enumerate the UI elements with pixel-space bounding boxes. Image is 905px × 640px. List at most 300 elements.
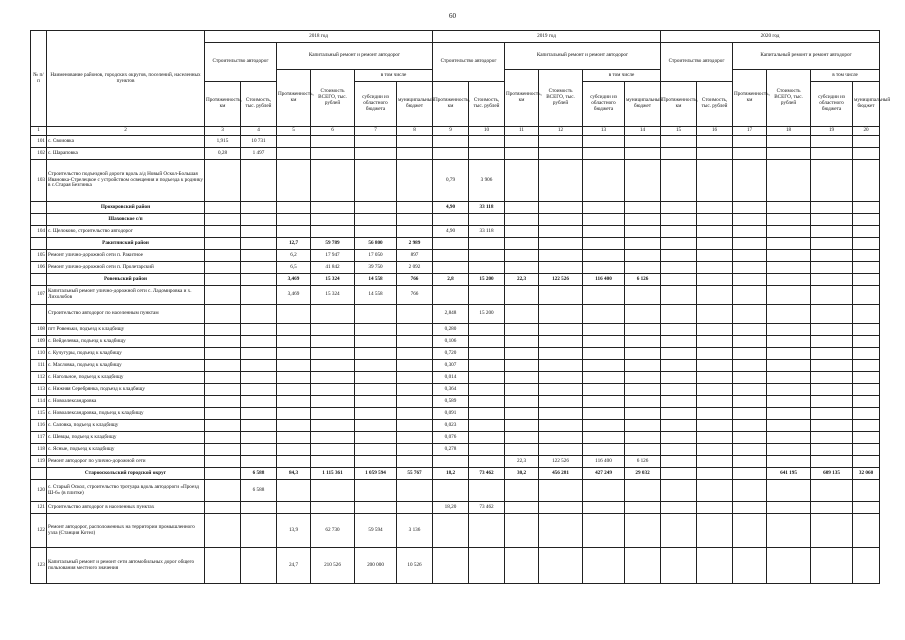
value-cell <box>625 305 661 324</box>
value-cell <box>311 202 355 214</box>
value-cell <box>697 160 733 202</box>
value-cell <box>625 348 661 360</box>
column-number-cell: 2 <box>47 127 205 136</box>
row-name-cell: Строительство подъездной дороги вдоль а/д Новый Оскол-Большая Ивановка-Стрелецкое с устройством освещения и подъезда к роднику в с.Старая Безгинка <box>47 160 205 202</box>
value-cell <box>733 226 767 238</box>
header-incl-2019: в том числе <box>583 70 661 82</box>
row-number-cell: 120 <box>31 480 47 502</box>
value-cell <box>311 432 355 444</box>
row-number-cell: 102 <box>31 148 47 160</box>
value-cell <box>539 214 583 226</box>
row-name-cell: с. Вейделевка, подъезд к кладбищу <box>47 336 205 348</box>
value-cell <box>505 348 539 360</box>
value-cell <box>241 336 277 348</box>
value-cell <box>355 305 397 324</box>
value-cell <box>397 372 433 384</box>
row-name-cell: с. Шевцы, подъезд к кладбищу <box>47 432 205 444</box>
value-cell <box>311 324 355 336</box>
value-cell <box>697 408 733 420</box>
value-cell <box>433 148 469 160</box>
row-number-cell: 123 <box>31 548 47 584</box>
value-cell <box>241 262 277 274</box>
value-cell <box>311 384 355 396</box>
value-cell <box>397 432 433 444</box>
value-cell <box>539 226 583 238</box>
column-number-cell: 18 <box>767 127 811 136</box>
value-cell <box>505 480 539 502</box>
value-cell: 6,2 <box>277 250 311 262</box>
value-cell <box>625 250 661 262</box>
value-cell <box>733 148 767 160</box>
value-cell <box>661 514 697 548</box>
value-cell <box>853 396 880 408</box>
value-cell <box>355 432 397 444</box>
value-cell <box>355 214 397 226</box>
value-cell <box>355 148 397 160</box>
value-cell: 6 126 <box>625 456 661 468</box>
value-cell <box>355 324 397 336</box>
value-cell <box>539 420 583 432</box>
value-cell: 0,076 <box>433 432 469 444</box>
value-cell: 0,589 <box>433 396 469 408</box>
value-cell <box>397 348 433 360</box>
value-cell <box>811 432 853 444</box>
value-cell: 15 324 <box>311 274 355 286</box>
row-name-cell: Ремонт улично-дорожной сети п. Пролетарский <box>47 262 205 274</box>
value-cell <box>733 305 767 324</box>
value-cell <box>733 286 767 305</box>
value-cell: 116 400 <box>583 456 625 468</box>
value-cell <box>469 214 505 226</box>
value-cell: 0,364 <box>433 384 469 396</box>
value-cell <box>469 384 505 396</box>
row-number-cell: 110 <box>31 348 47 360</box>
value-cell <box>767 324 811 336</box>
value-cell <box>625 214 661 226</box>
value-cell <box>661 160 697 202</box>
value-cell <box>767 432 811 444</box>
value-cell <box>355 136 397 148</box>
value-cell <box>811 305 853 324</box>
value-cell <box>397 324 433 336</box>
value-cell <box>539 348 583 360</box>
value-cell <box>241 324 277 336</box>
value-cell <box>697 214 733 226</box>
value-cell <box>625 336 661 348</box>
section-row <box>31 214 880 226</box>
row-name-cell: с. Шараповка <box>47 148 205 160</box>
header-municipal-2020: муниципальный бюджет <box>853 82 880 127</box>
value-cell <box>397 384 433 396</box>
value-cell <box>697 432 733 444</box>
value-cell <box>583 502 625 514</box>
value-cell <box>625 262 661 274</box>
value-cell <box>539 136 583 148</box>
value-cell <box>733 372 767 384</box>
value-cell <box>767 238 811 250</box>
value-cell <box>853 226 880 238</box>
value-cell <box>205 468 241 480</box>
table-row <box>31 250 880 262</box>
value-cell <box>811 456 853 468</box>
value-cell: 17 947 <box>311 250 355 262</box>
value-cell <box>853 420 880 432</box>
value-cell <box>505 396 539 408</box>
value-cell <box>811 336 853 348</box>
value-cell <box>311 372 355 384</box>
value-cell <box>625 514 661 548</box>
value-cell <box>853 274 880 286</box>
value-cell <box>205 238 241 250</box>
road-program-table <box>30 30 891 584</box>
value-cell <box>355 444 397 456</box>
table-row <box>31 432 880 444</box>
row-number-cell: 116 <box>31 420 47 432</box>
value-cell <box>625 136 661 148</box>
value-cell <box>661 250 697 262</box>
value-cell <box>397 444 433 456</box>
value-cell <box>241 274 277 286</box>
value-cell <box>277 214 311 226</box>
value-cell <box>697 456 733 468</box>
value-cell <box>311 336 355 348</box>
value-cell <box>205 336 241 348</box>
value-cell <box>733 202 767 214</box>
header-year-2019: 2019 год <box>433 31 661 43</box>
value-cell <box>733 432 767 444</box>
value-cell <box>311 444 355 456</box>
row-name-cell: с. Щелоково, строительство автодорог <box>47 226 205 238</box>
value-cell: 59 789 <box>311 238 355 250</box>
value-cell <box>355 420 397 432</box>
header-incl-2020: в том числе <box>811 70 880 82</box>
value-cell <box>733 136 767 148</box>
value-cell: 33 118 <box>469 202 505 214</box>
value-cell <box>355 202 397 214</box>
value-cell <box>397 456 433 468</box>
value-cell <box>661 456 697 468</box>
header-construction-2020: Строительство автодорог <box>661 43 733 82</box>
value-cell <box>767 226 811 238</box>
value-cell <box>697 262 733 274</box>
table-row <box>31 360 880 372</box>
row-name-cell: с. Новоалександровка, подъезд к кладбищу <box>47 408 205 420</box>
value-cell <box>433 136 469 148</box>
value-cell <box>539 408 583 420</box>
value-cell <box>697 238 733 250</box>
value-cell <box>853 336 880 348</box>
value-cell: 1,915 <box>205 136 241 148</box>
value-cell: 39 750 <box>355 262 397 274</box>
value-cell <box>583 148 625 160</box>
value-cell <box>241 502 277 514</box>
value-cell <box>697 468 733 480</box>
column-number-cell: 4 <box>241 127 277 136</box>
header-build-length-2018: Протяженность, км <box>205 82 241 127</box>
value-cell <box>661 408 697 420</box>
value-cell: 3 136 <box>397 514 433 548</box>
value-cell <box>241 160 277 202</box>
column-number-cell: 9 <box>433 127 469 136</box>
header-cap-length-2020: Протяженность, км <box>733 70 767 127</box>
column-number-cell: 10 <box>469 127 505 136</box>
value-cell <box>505 420 539 432</box>
value-cell <box>853 160 880 202</box>
value-cell <box>853 384 880 396</box>
value-cell <box>505 250 539 262</box>
value-cell <box>625 148 661 160</box>
table-row <box>31 136 880 148</box>
value-cell: 17 050 <box>355 250 397 262</box>
value-cell <box>583 432 625 444</box>
value-cell <box>697 250 733 262</box>
value-cell <box>277 408 311 420</box>
value-cell <box>733 456 767 468</box>
value-cell <box>697 274 733 286</box>
section-row <box>31 468 880 480</box>
value-cell <box>811 480 853 502</box>
value-cell <box>433 238 469 250</box>
value-cell <box>733 514 767 548</box>
value-cell <box>277 502 311 514</box>
value-cell <box>767 396 811 408</box>
column-number-cell: 14 <box>625 127 661 136</box>
value-cell <box>355 160 397 202</box>
header-cap-cost-2020: Стоимость ВСЕГО, тыс. рублей <box>767 70 811 127</box>
value-cell <box>205 214 241 226</box>
column-number-cell: 5 <box>277 127 311 136</box>
row-name-cell: Старооскольский городской округ <box>47 468 205 480</box>
value-cell <box>625 286 661 305</box>
value-cell <box>469 324 505 336</box>
value-cell <box>697 148 733 160</box>
row-number-cell <box>31 274 47 286</box>
section-row <box>31 274 880 286</box>
value-cell <box>355 372 397 384</box>
value-cell <box>625 408 661 420</box>
value-cell: 32 060 <box>853 468 880 480</box>
row-name-cell: Ракитянский район <box>47 238 205 250</box>
value-cell: 62 730 <box>311 514 355 548</box>
row-number-cell: 107 <box>31 286 47 305</box>
value-cell: 18,20 <box>433 502 469 514</box>
value-cell: 55 767 <box>397 468 433 480</box>
row-name-cell: Ремонт улично-дорожной сети п. Ракитное <box>47 250 205 262</box>
value-cell: 6 126 <box>625 274 661 286</box>
value-cell <box>853 238 880 250</box>
value-cell <box>205 360 241 372</box>
row-number-cell: 111 <box>31 360 47 372</box>
row-name-cell: с. Нагольное, подъезд к кладбищу <box>47 372 205 384</box>
row-number-cell: 101 <box>31 136 47 148</box>
column-number-cell: 19 <box>811 127 853 136</box>
value-cell <box>241 238 277 250</box>
row-name-cell: с. Саловка, подъезд к кладбищу <box>47 420 205 432</box>
table-row <box>31 514 880 548</box>
value-cell <box>767 148 811 160</box>
value-cell <box>505 408 539 420</box>
value-cell <box>241 360 277 372</box>
value-cell <box>853 305 880 324</box>
value-cell <box>853 324 880 336</box>
value-cell <box>505 502 539 514</box>
value-cell <box>539 514 583 548</box>
value-cell <box>505 214 539 226</box>
value-cell <box>205 202 241 214</box>
value-cell <box>469 136 505 148</box>
header-cap-length-2019: Протяженность, км <box>505 70 539 127</box>
value-cell <box>697 305 733 324</box>
value-cell <box>397 305 433 324</box>
value-cell <box>661 360 697 372</box>
row-number-cell <box>31 214 47 226</box>
value-cell <box>733 408 767 420</box>
value-cell: 59 594 <box>355 514 397 548</box>
value-cell <box>469 262 505 274</box>
value-cell <box>697 336 733 348</box>
value-cell <box>853 360 880 372</box>
value-cell <box>811 136 853 148</box>
value-cell <box>539 360 583 372</box>
value-cell <box>583 480 625 502</box>
value-cell <box>433 514 469 548</box>
column-number-cell: 20 <box>853 127 880 136</box>
value-cell <box>205 226 241 238</box>
value-cell <box>505 160 539 202</box>
value-cell <box>241 226 277 238</box>
header-subsidy-2018: субсидии из областного бюджета <box>355 82 397 127</box>
value-cell <box>811 396 853 408</box>
value-cell <box>539 372 583 384</box>
column-number-cell: 6 <box>311 127 355 136</box>
value-cell: 12,7 <box>277 238 311 250</box>
value-cell <box>697 286 733 305</box>
value-cell <box>397 148 433 160</box>
value-cell <box>539 502 583 514</box>
value-cell <box>625 160 661 202</box>
value-cell <box>433 262 469 274</box>
value-cell <box>311 305 355 324</box>
value-cell <box>205 444 241 456</box>
table-row <box>31 456 880 468</box>
table-row <box>31 160 880 202</box>
value-cell <box>311 480 355 502</box>
value-cell <box>505 336 539 348</box>
value-cell <box>539 262 583 274</box>
value-cell <box>277 226 311 238</box>
value-cell <box>205 348 241 360</box>
value-cell <box>355 480 397 502</box>
value-cell <box>469 480 505 502</box>
value-cell: 427 249 <box>583 468 625 480</box>
value-cell <box>205 396 241 408</box>
value-cell: 22,3 <box>505 456 539 468</box>
value-cell: 0,014 <box>433 372 469 384</box>
value-cell <box>469 336 505 348</box>
value-cell: 15 324 <box>311 286 355 305</box>
value-cell <box>277 372 311 384</box>
value-cell <box>661 202 697 214</box>
table-row <box>31 372 880 384</box>
value-cell <box>853 250 880 262</box>
value-cell <box>767 214 811 226</box>
value-cell <box>433 286 469 305</box>
value-cell: 84,3 <box>277 468 311 480</box>
value-cell <box>733 214 767 226</box>
value-cell <box>583 214 625 226</box>
value-cell <box>661 372 697 384</box>
value-cell <box>433 480 469 502</box>
column-number-cell: 16 <box>697 127 733 136</box>
row-number-cell: 118 <box>31 444 47 456</box>
value-cell <box>205 548 241 584</box>
value-cell <box>277 432 311 444</box>
value-cell <box>661 238 697 250</box>
value-cell <box>625 502 661 514</box>
value-cell <box>583 396 625 408</box>
row-name-cell: Капитальный ремонт улично-дорожной сети с. Ладомировка и х. Лихолобов <box>47 286 205 305</box>
value-cell <box>661 420 697 432</box>
value-cell: 2,8 <box>433 274 469 286</box>
value-cell <box>853 502 880 514</box>
value-cell <box>811 262 853 274</box>
value-cell <box>241 444 277 456</box>
value-cell: 0,720 <box>433 348 469 360</box>
value-cell <box>811 214 853 226</box>
value-cell <box>241 548 277 584</box>
value-cell <box>697 548 733 584</box>
value-cell <box>811 360 853 372</box>
value-cell <box>469 372 505 384</box>
value-cell <box>733 502 767 514</box>
table-row <box>31 286 880 305</box>
value-cell <box>583 548 625 584</box>
row-number-cell: 108 <box>31 324 47 336</box>
value-cell <box>583 372 625 384</box>
page-number: 60 <box>449 12 456 20</box>
value-cell <box>583 336 625 348</box>
value-cell <box>767 360 811 372</box>
value-cell <box>661 384 697 396</box>
value-cell: 4,90 <box>433 202 469 214</box>
value-cell <box>697 396 733 408</box>
value-cell <box>277 456 311 468</box>
value-cell <box>277 136 311 148</box>
value-cell <box>661 336 697 348</box>
value-cell <box>355 348 397 360</box>
value-cell <box>469 250 505 262</box>
header-capital-2019: Капитальный ремонт и ремонт автодорог <box>505 43 661 70</box>
row-number-cell <box>31 305 47 324</box>
value-cell <box>469 348 505 360</box>
row-number-cell: 112 <box>31 372 47 384</box>
value-cell <box>539 286 583 305</box>
value-cell: 0,278 <box>433 444 469 456</box>
value-cell <box>241 514 277 548</box>
value-cell <box>277 305 311 324</box>
value-cell <box>539 148 583 160</box>
section-row <box>31 238 880 250</box>
table-row <box>31 548 880 584</box>
header-col-name: Наименование районов, городских округов, поселений, населенных пунктов <box>47 31 205 127</box>
value-cell <box>733 396 767 408</box>
value-cell: 24,7 <box>277 548 311 584</box>
value-cell: 14 558 <box>355 286 397 305</box>
value-cell <box>469 456 505 468</box>
value-cell <box>469 396 505 408</box>
value-cell: 2,848 <box>433 305 469 324</box>
value-cell <box>311 456 355 468</box>
